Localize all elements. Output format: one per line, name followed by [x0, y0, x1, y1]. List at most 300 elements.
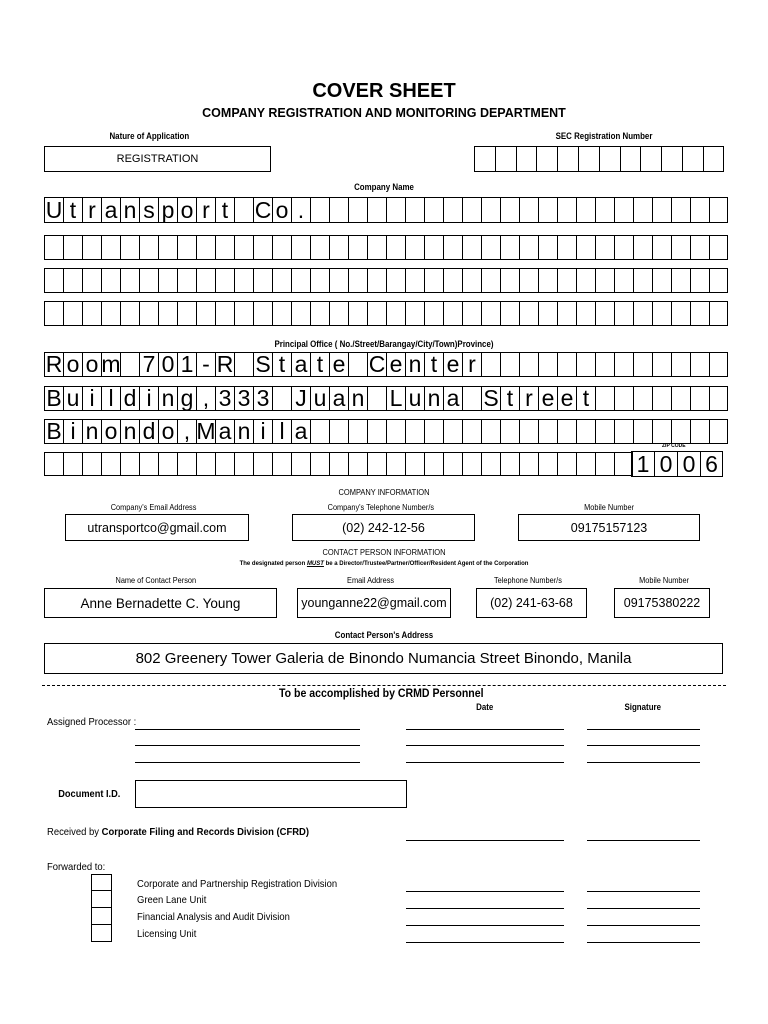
principal-office-cell[interactable]: n — [424, 386, 443, 411]
company-name-cell[interactable] — [158, 235, 177, 260]
company-name-cell[interactable]: a — [101, 197, 120, 223]
company-name-cell[interactable] — [310, 197, 329, 223]
company-name-cell[interactable] — [690, 301, 709, 326]
principal-office-cell[interactable] — [690, 419, 709, 444]
company-name-cell[interactable] — [158, 301, 177, 326]
company-name-cell[interactable] — [215, 301, 234, 326]
checkbox-green-lane[interactable] — [91, 891, 112, 908]
principal-office-cell[interactable]: o — [82, 352, 101, 377]
principal-office-row[interactable] — [44, 452, 633, 476]
company-name-row[interactable] — [44, 301, 728, 326]
company-name-cell[interactable] — [595, 235, 614, 260]
nature-of-application-field[interactable]: REGISTRATION — [44, 146, 271, 172]
company-name-cell[interactable] — [215, 268, 234, 293]
company-name-cell[interactable] — [481, 268, 500, 293]
principal-office-cell[interactable] — [595, 452, 614, 476]
company-name-cell[interactable]: n — [120, 197, 139, 223]
principal-office-cell[interactable]: - — [196, 352, 215, 377]
principal-office-cell[interactable] — [215, 452, 234, 476]
company-name-cell[interactable] — [519, 301, 538, 326]
company-name-cell[interactable] — [538, 235, 557, 260]
principal-office-cell[interactable] — [424, 419, 443, 444]
principal-office-cell[interactable] — [538, 419, 557, 444]
company-name-cell[interactable]: t — [215, 197, 234, 223]
company-name-cell[interactable]: . — [291, 197, 310, 223]
company-name-cell[interactable] — [367, 301, 386, 326]
principal-office-cell[interactable] — [234, 352, 253, 377]
company-name-cell[interactable]: o — [177, 197, 196, 223]
company-name-cell[interactable] — [367, 235, 386, 260]
company-name-cell[interactable] — [519, 268, 538, 293]
forward-signature-line-3[interactable] — [587, 925, 700, 926]
company-name-cell[interactable] — [481, 301, 500, 326]
principal-office-cell[interactable]: 7 — [139, 352, 158, 377]
company-name-cell[interactable] — [690, 197, 709, 223]
principal-office-cell[interactable]: n — [158, 386, 177, 411]
sec-registration-cell[interactable] — [682, 146, 703, 172]
principal-office-cell[interactable] — [310, 452, 329, 476]
principal-office-cell[interactable]: m — [101, 351, 121, 377]
principal-office-cell[interactable] — [595, 386, 614, 411]
principal-office-cell[interactable]: i — [82, 386, 101, 411]
forward-date-line-2[interactable] — [406, 908, 564, 909]
principal-office-cell[interactable] — [44, 452, 63, 476]
company-name-cell[interactable] — [671, 268, 690, 293]
principal-office-cell[interactable]: n — [405, 352, 424, 377]
principal-office-cell[interactable]: l — [101, 386, 120, 411]
company-name-cell[interactable] — [82, 301, 101, 326]
company-name-cell[interactable]: U — [45, 196, 63, 223]
principal-office-cell[interactable] — [519, 352, 538, 377]
company-name-cell[interactable] — [424, 301, 443, 326]
company-email-field[interactable]: utransportco@gmail.com — [65, 514, 249, 541]
company-name-cell[interactable] — [348, 301, 367, 326]
company-name-cell[interactable] — [177, 235, 196, 260]
principal-office-cell[interactable] — [481, 452, 500, 476]
principal-office-cell[interactable] — [234, 452, 253, 476]
company-name-cell[interactable] — [253, 235, 272, 260]
company-name-cell[interactable] — [424, 197, 443, 223]
assigned-processor-line-2[interactable] — [135, 745, 360, 746]
principal-office-cell[interactable]: r — [519, 386, 538, 411]
company-name-cell[interactable] — [481, 235, 500, 260]
company-name-cell[interactable] — [405, 268, 424, 293]
company-name-cell[interactable] — [291, 301, 310, 326]
company-name-row[interactable] — [44, 268, 728, 293]
company-name-cell[interactable] — [633, 268, 652, 293]
principal-office-cell[interactable]: r — [462, 352, 481, 377]
company-name-cell[interactable] — [500, 235, 519, 260]
company-name-cell[interactable] — [576, 268, 595, 293]
company-name-cell[interactable] — [443, 301, 462, 326]
principal-office-cell[interactable] — [101, 452, 120, 476]
principal-office-cell[interactable] — [500, 352, 519, 377]
principal-office-cell[interactable] — [481, 352, 500, 377]
company-name-cell[interactable] — [671, 197, 690, 223]
principal-office-cell[interactable]: B — [44, 419, 63, 444]
company-name-cell[interactable] — [386, 235, 405, 260]
principal-office-cell[interactable] — [462, 452, 481, 476]
principal-office-cell[interactable]: t — [576, 386, 595, 411]
principal-office-cell[interactable]: l — [272, 419, 291, 444]
zip-code-cell[interactable]: 0 — [654, 451, 677, 477]
company-name-row[interactable] — [44, 235, 728, 260]
principal-office-cell[interactable] — [557, 452, 576, 476]
principal-office-cell[interactable] — [633, 352, 652, 377]
sec-registration-cell[interactable] — [703, 146, 724, 172]
contact-address-field[interactable]: 802 Greenery Tower Galeria de Binondo Numancia Street Binondo, Manila — [44, 643, 723, 674]
company-name-cell[interactable] — [652, 301, 671, 326]
principal-office-cell[interactable]: a — [291, 419, 310, 444]
company-name-cell[interactable] — [557, 197, 576, 223]
principal-office-cell[interactable]: a — [215, 419, 234, 444]
checkbox-corporate-partnership[interactable] — [91, 874, 112, 891]
company-name-cell[interactable] — [538, 301, 557, 326]
principal-office-cell[interactable]: R — [45, 351, 63, 377]
company-name-cell[interactable] — [462, 301, 481, 326]
assigned-processor-signature-line-1[interactable] — [587, 729, 700, 730]
principal-office-cell[interactable]: e — [557, 386, 576, 411]
company-name-cell[interactable] — [538, 268, 557, 293]
principal-office-cell[interactable] — [614, 386, 633, 411]
sec-registration-cell[interactable] — [640, 146, 661, 172]
company-name-cell[interactable] — [443, 268, 462, 293]
principal-office-cell[interactable] — [329, 452, 348, 476]
company-name-cell[interactable] — [63, 268, 82, 293]
company-name-cell[interactable] — [177, 301, 196, 326]
principal-office-cell[interactable] — [158, 452, 177, 476]
company-name-cell[interactable] — [272, 268, 291, 293]
contact-name-field[interactable]: Anne Bernadette C. Young — [44, 588, 277, 618]
principal-office-cell[interactable] — [329, 419, 348, 444]
company-name-cell[interactable] — [101, 268, 120, 293]
principal-office-cell[interactable]: u — [310, 386, 329, 411]
principal-office-cell[interactable] — [595, 419, 614, 444]
forward-date-line-4[interactable] — [406, 942, 564, 943]
principal-office-cell[interactable]: e — [329, 352, 348, 377]
principal-office-cell[interactable]: a — [329, 386, 348, 411]
principal-office-cell[interactable]: i — [139, 386, 158, 411]
company-name-cell[interactable] — [443, 235, 462, 260]
company-name-cell[interactable] — [500, 301, 519, 326]
principal-office-cell[interactable] — [671, 386, 690, 411]
sec-registration-cell[interactable] — [578, 146, 599, 172]
sec-registration-cell[interactable] — [495, 146, 516, 172]
sec-registration-cell[interactable] — [557, 146, 578, 172]
company-name-row[interactable] — [44, 197, 728, 223]
company-name-cell[interactable] — [462, 235, 481, 260]
company-name-cell[interactable] — [652, 197, 671, 223]
principal-office-cell[interactable] — [652, 419, 671, 444]
principal-office-cell[interactable]: 3 — [215, 386, 234, 411]
principal-office-cell[interactable] — [367, 386, 386, 411]
assigned-processor-line-3[interactable] — [135, 762, 360, 763]
company-name-cell[interactable] — [538, 197, 557, 223]
company-name-cell[interactable] — [614, 235, 633, 260]
company-name-cell[interactable] — [253, 268, 272, 293]
forward-signature-line-2[interactable] — [587, 908, 700, 909]
principal-office-cell[interactable]: S — [253, 352, 272, 377]
company-name-cell[interactable] — [44, 301, 63, 326]
principal-office-cell[interactable] — [557, 352, 576, 377]
principal-office-cell[interactable] — [671, 352, 690, 377]
principal-office-cell[interactable] — [272, 452, 291, 476]
principal-office-cell[interactable] — [614, 352, 633, 377]
principal-office-cell[interactable] — [348, 452, 367, 476]
principal-office-cell[interactable] — [348, 352, 367, 377]
principal-office-cell[interactable] — [633, 386, 652, 411]
company-name-cell[interactable]: s — [139, 197, 158, 223]
assigned-processor-signature-line-2[interactable] — [587, 745, 700, 746]
principal-office-cell[interactable] — [405, 452, 424, 476]
company-name-cell[interactable] — [633, 301, 652, 326]
principal-office-cell[interactable] — [690, 386, 709, 411]
company-name-cell[interactable] — [576, 301, 595, 326]
company-name-cell[interactable] — [405, 197, 424, 223]
company-name-cell[interactable] — [329, 301, 348, 326]
principal-office-cell[interactable] — [538, 352, 557, 377]
company-name-cell[interactable] — [348, 268, 367, 293]
assigned-processor-line-1[interactable] — [135, 729, 360, 730]
company-name-cell[interactable]: r — [196, 197, 215, 223]
company-name-cell[interactable] — [671, 235, 690, 260]
company-name-cell[interactable] — [139, 235, 158, 260]
principal-office-cell[interactable]: t — [500, 386, 519, 411]
principal-office-cell[interactable] — [500, 419, 519, 444]
company-name-cell[interactable] — [481, 197, 500, 223]
company-name-cell[interactable] — [234, 235, 253, 260]
company-name-cell[interactable] — [196, 268, 215, 293]
company-name-cell[interactable] — [82, 268, 101, 293]
zip-code-cell[interactable]: 0 — [677, 451, 700, 477]
forward-date-line-3[interactable] — [406, 925, 564, 926]
assigned-processor-signature-line-3[interactable] — [587, 762, 700, 763]
company-name-cell[interactable] — [234, 301, 253, 326]
company-name-cell[interactable] — [576, 197, 595, 223]
company-name-cell[interactable] — [405, 301, 424, 326]
company-name-cell[interactable] — [101, 301, 120, 326]
principal-office-cell[interactable]: o — [63, 352, 82, 377]
company-name-cell[interactable] — [367, 268, 386, 293]
principal-office-cell[interactable] — [519, 452, 538, 476]
principal-office-cell[interactable]: u — [405, 386, 424, 411]
forward-signature-line-1[interactable] — [587, 891, 700, 892]
principal-office-cell[interactable]: n — [234, 419, 253, 444]
contact-mobile-field[interactable]: 09175380222 — [614, 588, 710, 618]
principal-office-cell[interactable]: d — [139, 419, 158, 444]
principal-office-cell[interactable] — [120, 352, 139, 377]
principal-office-cell[interactable] — [690, 352, 709, 377]
principal-office-cell[interactable]: C — [368, 351, 386, 377]
company-name-cell[interactable] — [614, 197, 633, 223]
principal-office-cell[interactable] — [576, 452, 595, 476]
company-name-cell[interactable]: t — [63, 197, 82, 223]
company-name-cell[interactable] — [329, 235, 348, 260]
principal-office-cell[interactable] — [652, 352, 671, 377]
contact-email-field[interactable]: younganne22@gmail.com — [297, 588, 451, 618]
principal-office-cell[interactable]: e — [443, 352, 462, 377]
principal-office-cell[interactable]: o — [158, 419, 177, 444]
zip-code-grid[interactable] — [631, 451, 723, 477]
principal-office-cell[interactable]: R — [216, 351, 234, 377]
principal-office-cell[interactable]: a — [443, 386, 462, 411]
company-name-cell[interactable] — [614, 268, 633, 293]
company-name-cell[interactable] — [709, 235, 728, 260]
principal-office-cell[interactable] — [120, 452, 139, 476]
company-name-cell[interactable] — [196, 235, 215, 260]
company-name-cell[interactable] — [690, 235, 709, 260]
principal-office-cell[interactable] — [519, 419, 538, 444]
principal-office-cell[interactable]: n — [82, 419, 101, 444]
principal-office-cell[interactable] — [462, 386, 481, 411]
principal-office-cell[interactable] — [177, 452, 196, 476]
company-name-cell[interactable] — [367, 197, 386, 223]
company-name-cell[interactable] — [63, 301, 82, 326]
principal-office-cell[interactable] — [386, 452, 405, 476]
company-name-cell[interactable] — [633, 235, 652, 260]
company-name-cell[interactable] — [44, 268, 63, 293]
principal-office-cell[interactable] — [652, 386, 671, 411]
company-name-cell[interactable] — [500, 268, 519, 293]
company-name-cell[interactable] — [652, 235, 671, 260]
principal-office-cell[interactable]: 1 — [177, 352, 196, 377]
company-name-cell[interactable] — [348, 235, 367, 260]
company-name-cell[interactable] — [386, 197, 405, 223]
principal-office-cell[interactable] — [595, 352, 614, 377]
principal-office-cell[interactable]: B — [44, 386, 63, 411]
principal-office-cell[interactable]: d — [120, 386, 139, 411]
company-name-cell[interactable] — [101, 235, 120, 260]
company-mobile-field[interactable]: 09175157123 — [518, 514, 700, 541]
company-name-cell[interactable] — [633, 197, 652, 223]
company-name-cell[interactable] — [595, 268, 614, 293]
company-name-cell[interactable] — [272, 235, 291, 260]
company-name-cell[interactable] — [234, 268, 253, 293]
principal-office-cell[interactable]: t — [272, 352, 291, 377]
principal-office-cell[interactable] — [367, 452, 386, 476]
zip-code-cell[interactable]: 6 — [700, 451, 723, 477]
company-name-cell[interactable] — [557, 235, 576, 260]
principal-office-cell[interactable]: J — [291, 386, 310, 411]
principal-office-cell[interactable]: o — [101, 419, 120, 444]
principal-office-row[interactable] — [44, 419, 728, 444]
company-name-cell[interactable] — [310, 235, 329, 260]
assigned-processor-date-line-3[interactable] — [406, 762, 564, 763]
sec-registration-cell[interactable] — [620, 146, 641, 172]
forward-signature-line-4[interactable] — [587, 942, 700, 943]
company-name-cell[interactable]: p — [158, 197, 177, 223]
checkbox-financial-analysis[interactable] — [91, 908, 112, 925]
principal-office-cell[interactable]: S — [481, 386, 500, 411]
principal-office-cell[interactable] — [367, 419, 386, 444]
principal-office-cell[interactable] — [481, 419, 500, 444]
company-name-cell[interactable] — [709, 268, 728, 293]
principal-office-cell[interactable] — [709, 352, 728, 377]
principal-office-cell[interactable] — [424, 452, 443, 476]
principal-office-cell[interactable]: e — [538, 386, 557, 411]
company-name-cell[interactable]: o — [272, 197, 291, 223]
principal-office-row[interactable] — [44, 352, 728, 377]
company-name-cell[interactable] — [120, 301, 139, 326]
principal-office-cell[interactable]: 3 — [253, 386, 272, 411]
company-name-cell[interactable] — [291, 268, 310, 293]
company-name-cell[interactable] — [690, 268, 709, 293]
principal-office-cell[interactable] — [576, 352, 595, 377]
principal-office-cell[interactable]: g — [177, 386, 196, 411]
principal-office-cell[interactable] — [462, 419, 481, 444]
principal-office-cell[interactable]: 0 — [158, 352, 177, 377]
principal-office-cell[interactable] — [671, 419, 690, 444]
principal-office-row[interactable] — [44, 386, 728, 411]
principal-office-cell[interactable]: t — [310, 352, 329, 377]
company-name-cell[interactable] — [120, 268, 139, 293]
company-name-cell[interactable] — [63, 235, 82, 260]
company-name-cell[interactable] — [614, 301, 633, 326]
company-name-cell[interactable] — [557, 301, 576, 326]
company-name-cell[interactable] — [139, 301, 158, 326]
principal-office-cell[interactable]: , — [177, 419, 196, 444]
principal-office-cell[interactable] — [405, 419, 424, 444]
company-name-cell[interactable] — [139, 268, 158, 293]
principal-office-cell[interactable] — [386, 419, 405, 444]
forward-date-line-1[interactable] — [406, 891, 564, 892]
contact-telephone-field[interactable]: (02) 241-63-68 — [476, 588, 587, 618]
principal-office-cell[interactable] — [253, 452, 272, 476]
principal-office-cell[interactable]: n — [348, 386, 367, 411]
company-name-cell[interactable] — [291, 235, 310, 260]
principal-office-cell[interactable] — [82, 452, 101, 476]
principal-office-cell[interactable] — [709, 419, 728, 444]
sec-registration-cell[interactable] — [599, 146, 620, 172]
company-name-cell[interactable] — [310, 301, 329, 326]
company-name-cell[interactable] — [82, 235, 101, 260]
principal-office-cell[interactable]: , — [196, 386, 215, 411]
checkbox-licensing[interactable] — [91, 925, 112, 942]
company-name-cell[interactable] — [44, 235, 63, 260]
principal-office-cell[interactable] — [291, 452, 310, 476]
company-name-cell[interactable] — [405, 235, 424, 260]
principal-office-cell[interactable] — [576, 419, 595, 444]
company-name-cell[interactable] — [329, 268, 348, 293]
company-telephone-field[interactable]: (02) 242-12-56 — [292, 514, 475, 541]
principal-office-cell[interactable]: L — [386, 386, 405, 411]
company-name-cell[interactable] — [671, 301, 690, 326]
company-name-cell[interactable]: r — [82, 197, 101, 223]
principal-office-cell[interactable] — [196, 452, 215, 476]
zip-code-cell[interactable]: 1 — [631, 451, 654, 477]
principal-office-cell[interactable] — [709, 386, 728, 411]
principal-office-cell[interactable]: 3 — [234, 386, 253, 411]
sec-registration-number-grid[interactable] — [474, 146, 724, 172]
company-name-cell[interactable] — [120, 235, 139, 260]
principal-office-cell[interactable] — [443, 419, 462, 444]
principal-office-cell[interactable]: u — [63, 386, 82, 411]
received-by-date-line[interactable] — [406, 840, 564, 841]
document-id-field[interactable] — [135, 780, 407, 808]
company-name-cell[interactable] — [329, 197, 348, 223]
company-name-cell[interactable]: C — [254, 196, 272, 223]
principal-office-cell[interactable]: i — [253, 419, 272, 444]
company-name-cell[interactable] — [424, 268, 443, 293]
principal-office-cell[interactable] — [633, 419, 652, 444]
principal-office-cell[interactable] — [443, 452, 462, 476]
company-name-cell[interactable] — [386, 268, 405, 293]
sec-registration-cell[interactable] — [536, 146, 557, 172]
company-name-cell[interactable] — [595, 301, 614, 326]
principal-office-cell[interactable]: n — [120, 419, 139, 444]
company-name-cell[interactable] — [462, 197, 481, 223]
principal-office-cell[interactable]: e — [386, 352, 405, 377]
